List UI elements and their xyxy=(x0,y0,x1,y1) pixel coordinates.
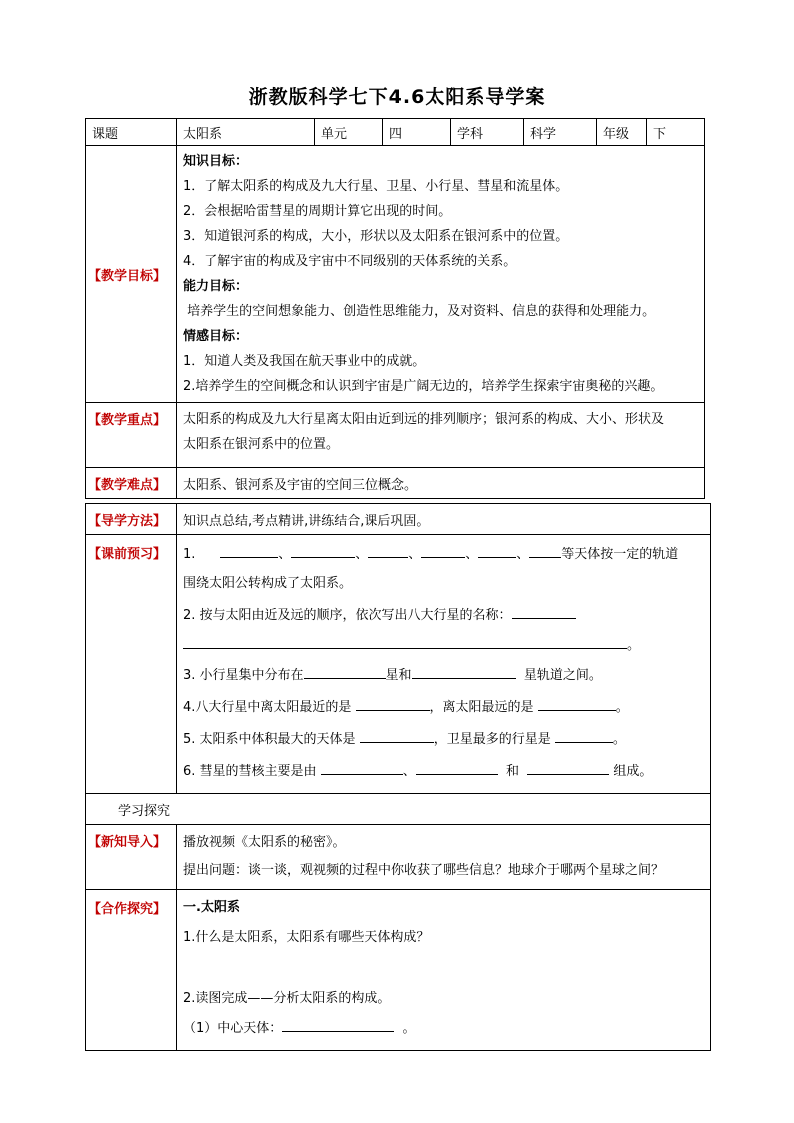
subject-key: 学科 xyxy=(451,119,524,146)
q1-sep: 、 xyxy=(516,547,530,562)
preview-q2-cont xyxy=(183,633,704,659)
q2-blank[interactable] xyxy=(512,604,576,619)
q1-sep: 、 xyxy=(278,547,292,562)
page-title: 浙教版科学七下4.6太阳系导学案 xyxy=(248,86,546,108)
q5-text: 5. 太阳系中体积最大的天体是 xyxy=(183,732,356,747)
q2-text: 2. 按与太阳由近及远的顺序，依次写出八大行星的名称： xyxy=(183,608,512,623)
q1-sep: 、 xyxy=(355,547,369,562)
q4-text: 4.八大行星中离太阳最近的是 xyxy=(183,700,352,715)
emotion-item: 2.培养学生的空间概念和认识到宇宙是广阔无边的，培养学生探索宇宙奥秘的兴趣。 xyxy=(183,379,664,394)
preview-q6 xyxy=(183,757,704,787)
preview-q1-cont: 围绕太阳公转构成了太阳系。 xyxy=(183,576,353,591)
q3-text: 3. 小行星集中分布在 xyxy=(183,668,304,683)
difficulty-text: 太阳系、银河系及宇宙的空间三位概念。 xyxy=(177,468,705,499)
intro-row xyxy=(86,825,711,890)
method-text: 知识点总结,考点精讲,讲练结合,课后巩固。 xyxy=(177,504,711,535)
subject-value: 科学 xyxy=(524,119,597,146)
header-table xyxy=(85,118,705,146)
emotion-item: 1．知道人类及我国在航天事业中的成就。 xyxy=(183,354,426,369)
knowledge-item: 1．了解太阳系的构成及九大行星、卫星、小行星、彗星和流星体。 xyxy=(183,179,569,194)
ability-text: 培养学生的空间想象能力、创造性思维能力，及对资料、信息的获得和处理能力。 xyxy=(183,304,656,319)
knowledge-item: 3．知道银河系的构成，大小，形状以及太阳系在银河系中的位置。 xyxy=(183,229,569,244)
goals-label: 【教学目标】 xyxy=(86,146,177,403)
q3-text: 星和 xyxy=(385,668,412,683)
course-value: 太阳系 xyxy=(177,119,315,146)
coop-label: 【合作探究】 xyxy=(86,890,177,1051)
intro-label: 【新知导入】 xyxy=(86,825,177,890)
q4-text: 。 xyxy=(615,700,629,715)
preview-q3 xyxy=(183,659,704,693)
q3-blank[interactable] xyxy=(412,664,516,679)
explore-title: 学习探究 xyxy=(86,794,711,825)
q1-blank[interactable] xyxy=(478,543,516,558)
key-points-row xyxy=(86,403,705,468)
difficulty-label: 【教学难点】 xyxy=(86,468,177,499)
preview-label: 【课前预习】 xyxy=(86,535,177,794)
coop-q2: 2.读图完成——分析太阳系的构成。 xyxy=(183,991,391,1006)
goals-table xyxy=(85,145,705,499)
q1-sep: 、 xyxy=(465,547,479,562)
goals-row xyxy=(86,146,705,403)
q2-end: 。 xyxy=(627,638,641,653)
goals-content xyxy=(177,146,705,403)
coop-row xyxy=(86,890,711,1051)
preview-q1 xyxy=(183,541,704,569)
q6-text: 、 xyxy=(402,764,416,779)
q5-blank[interactable] xyxy=(555,728,613,743)
q1-blank[interactable] xyxy=(529,543,561,558)
key-points-line: 太阳系在银河系中的位置。 xyxy=(183,437,340,452)
key-points-content xyxy=(177,403,705,468)
q6-blank[interactable] xyxy=(527,760,609,775)
unit-value: 四 xyxy=(383,119,451,146)
q1-sep: 、 xyxy=(408,547,422,562)
q1-blank[interactable] xyxy=(421,543,465,558)
unit-key: 单元 xyxy=(315,119,383,146)
knowledge-item: 2．会根据哈雷彗星的周期计算它出现的时间。 xyxy=(183,204,452,219)
ability-title: 能力目标： xyxy=(183,279,249,294)
q1-blank[interactable] xyxy=(291,543,355,558)
q6-blank[interactable] xyxy=(321,760,403,775)
q6-blank[interactable] xyxy=(416,760,498,775)
q1-blank[interactable] xyxy=(220,543,278,558)
method-row xyxy=(86,504,711,535)
q5-text: 。 xyxy=(612,732,626,747)
difficulty-row xyxy=(86,468,705,499)
preview-row xyxy=(86,535,711,794)
preview-q2 xyxy=(183,599,704,633)
key-points-line: 太阳系的构成及九大行星离太阳由近到远的排列顺序；银河系的构成、大小、形状及 xyxy=(183,412,665,427)
coop-answer-space[interactable] xyxy=(183,954,704,984)
q4-text: ，离太阳最远的是 xyxy=(429,700,534,715)
q1-blank[interactable] xyxy=(368,543,408,558)
method-label: 【导学方法】 xyxy=(86,504,177,535)
preview-q5 xyxy=(183,723,704,757)
q4-blank[interactable] xyxy=(356,696,430,711)
coop-q3-blank[interactable] xyxy=(282,1017,394,1032)
coop-q3 xyxy=(183,1014,704,1044)
knowledge-title: 知识目标： xyxy=(183,154,249,169)
coop-content xyxy=(177,890,711,1051)
knowledge-item: 4．了解宇宙的构成及宇宙中不同级别的天体系统的关系。 xyxy=(183,254,517,269)
intro-content xyxy=(177,825,711,890)
grade-value: 下 xyxy=(647,119,705,146)
q3-text: 星轨道之间。 xyxy=(523,668,602,683)
explore-row xyxy=(86,794,711,825)
coop-q3-text: （1）中心天体： xyxy=(183,1021,283,1036)
key-points-label: 【教学重点】 xyxy=(86,403,177,468)
intro-line: 提出问题：谈一谈，观视频的过程中你收获了哪些信息？地球介于哪两个星球之间？ xyxy=(183,863,665,878)
course-key: 课题 xyxy=(86,119,177,146)
preview-content xyxy=(177,535,711,794)
q6-text: 6. 彗星的彗核主要是由 xyxy=(183,764,317,779)
q5-text: ，卫星最多的行星是 xyxy=(433,732,551,747)
preview-q4 xyxy=(183,693,704,723)
header-row xyxy=(86,119,705,146)
q4-blank[interactable] xyxy=(538,696,616,711)
study-table xyxy=(85,503,711,1051)
q6-text: 组成。 xyxy=(613,764,653,779)
q5-blank[interactable] xyxy=(360,728,434,743)
intro-line: 播放视频《太阳系的秘密》。 xyxy=(183,835,346,850)
coop-q1: 1.什么是太阳系，太阳系有哪些天体构成？ xyxy=(183,930,430,945)
q1-number: 1. xyxy=(183,547,196,562)
q3-blank[interactable] xyxy=(304,664,386,679)
emotion-title: 情感目标： xyxy=(183,329,249,344)
q2-blank-long[interactable] xyxy=(183,634,627,649)
q6-text: 和 xyxy=(505,764,519,779)
coop-heading: 一.太阳系 xyxy=(183,900,240,915)
coop-q3-end: 。 xyxy=(402,1021,416,1036)
grade-key: 年级 xyxy=(597,119,647,146)
q1-end: 等天体按一定的轨道 xyxy=(561,547,679,562)
